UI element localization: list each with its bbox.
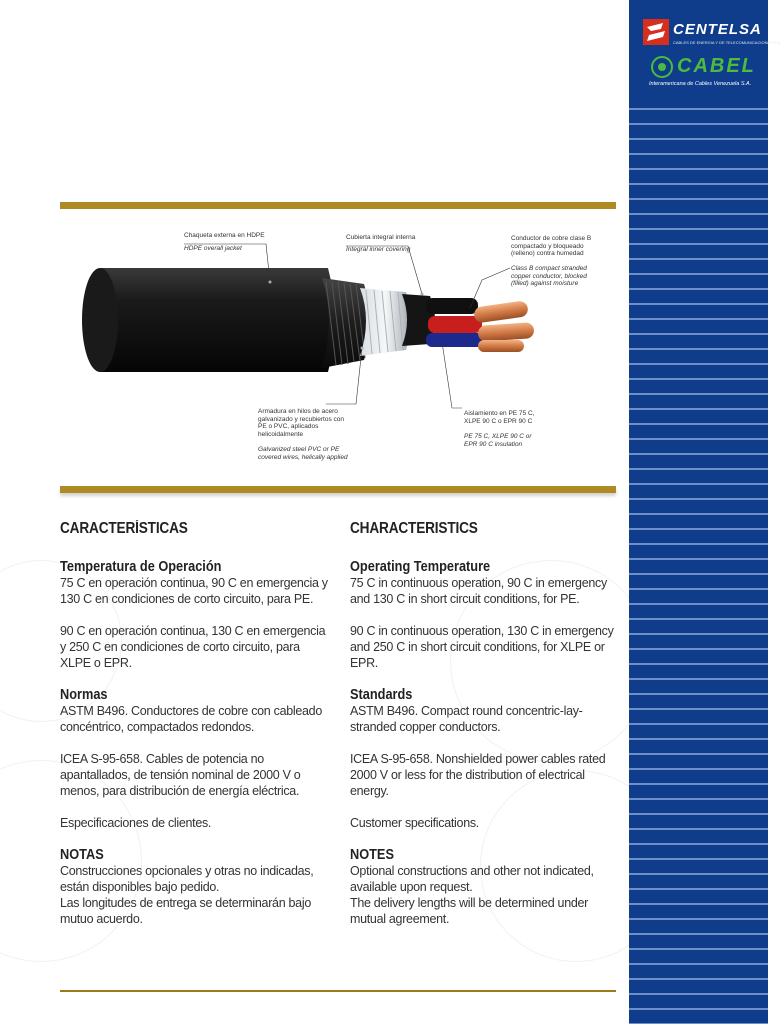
customer-specs-text-es: Especificaciones de clientes. — [60, 816, 212, 830]
characteristics-heading-es: CARACTERÍSTICAS — [60, 520, 188, 537]
temperature-xlpe-text-en: 90 C in continuous operation, 130 C in emergency and 250 C in short circuit conditions, for XLPE or EPR. — [350, 624, 614, 670]
temperature-xlpe-text-es: 90 C en operación continua, 130 C en emergencia y 250 C en condiciones de corto circuito, para XLPE o EPR. — [60, 624, 326, 670]
jacket-label-en: HDPE overall jacket — [184, 245, 242, 252]
conductor-label-es: Conductor de cobre clase B compactado y bloqueado (relleno) contra humedad — [511, 235, 592, 257]
notes-title-en: NOTES — [350, 847, 394, 863]
armor-label-en: Galvanized steel PVC or PE covered wires, helically applied — [258, 446, 348, 461]
standards-title-es: Normas — [60, 687, 108, 703]
notes-optional-text-es: Construcciones opcionales y otras no indicadas, están disponibles bajo pedido. — [60, 864, 314, 894]
standard-astm-text-en: ASTM B496. Compact round concentric-lay-stranded copper conductors. — [350, 704, 583, 734]
centelsa-logo — [641, 18, 781, 50]
notes-optional-text-en: Optional constructions and other not indicated, available upon request. — [350, 864, 594, 894]
notes-delivery-text-es: Las longitudes de entrega se determinarán bajo mutuo acuerdo. — [60, 896, 311, 926]
standard-icea-text-en: ICEA S-95-658. Nonshielded power cables rated 2000 V or less for the distribution of electrical energy. — [350, 752, 606, 798]
insulation-label-es: Aislamiento en PE 75 C, XLPE 90 C o EPR 90 C — [464, 410, 535, 425]
middle-gold-divider — [60, 486, 616, 493]
bottom-gold-divider — [60, 990, 616, 992]
standard-icea-text-es: ICEA S-95-658. Cables de potencia no apantallados, de tensión nominal de 2000 V o menos, para distribución de energía eléctrica. — [60, 752, 301, 798]
armor-label-es: Armadura en hilos de acero galvanizado y recubiertos con PE o PVC, aplicados helicoidalmente — [258, 408, 344, 438]
cabel-tagline: Interamericana de Cables Venezuela S.A. — [649, 81, 752, 87]
jacket-label-es: Chaqueta externa en HDPE — [184, 232, 265, 239]
operating-temperature-title-es: Temperatura de Operación — [60, 559, 222, 575]
cabel-mark-icon — [651, 56, 673, 78]
insulation-label-en: PE 75 C, XLPE 90 C or EPR 90 C insulation — [464, 433, 532, 448]
centelsa-mark-icon — [643, 19, 669, 45]
cabel-wordmark: CABEL — [677, 55, 756, 77]
top-gold-divider — [60, 202, 616, 209]
temperature-pe-text-es: 75 C en operación continua, 90 C en emergencia y 130 C en condiciones de corto circuito, para PE. — [60, 576, 328, 606]
cabel-logo — [641, 54, 759, 92]
notes-title-es: NOTAS — [60, 847, 104, 863]
notes-delivery-text-en: The delivery lengths will be determined under mutual agreement. — [350, 896, 589, 926]
sidebar-stripes — [629, 95, 768, 1024]
inner-covering-label-en: Integral inner covering — [346, 246, 411, 253]
inner-covering-label-es: Cubierta integral interna — [346, 234, 416, 241]
conductor-label-en: Class B compact stranded copper conductor, blocked (filled) against moisture — [511, 265, 587, 287]
logo-block — [641, 12, 781, 92]
temperature-pe-text-en: 75 C in continuous operation, 90 C in emergency and 130 C in short circuit conditions, for PE. — [350, 576, 607, 606]
english-column — [350, 520, 622, 927]
centelsa-tagline: CABLES DE ENERGIA Y DE TELECOMUNICACIONES S.A. — [673, 40, 781, 45]
standard-astm-text-es: ASTM B496. Conductores de cobre con cableado concéntrico, compactados redondos. — [60, 704, 322, 734]
standards-title-en: Standards — [350, 687, 413, 703]
centelsa-wordmark: CENTELSA — [673, 21, 762, 38]
operating-temperature-title-en: Operating Temperature — [350, 559, 491, 575]
blue-striped-sidebar — [629, 0, 768, 1024]
customer-specs-text-en: Customer specifications. — [350, 816, 479, 830]
spanish-column — [60, 520, 332, 927]
characteristics-heading-en: CHARACTERISTICS — [350, 520, 478, 537]
